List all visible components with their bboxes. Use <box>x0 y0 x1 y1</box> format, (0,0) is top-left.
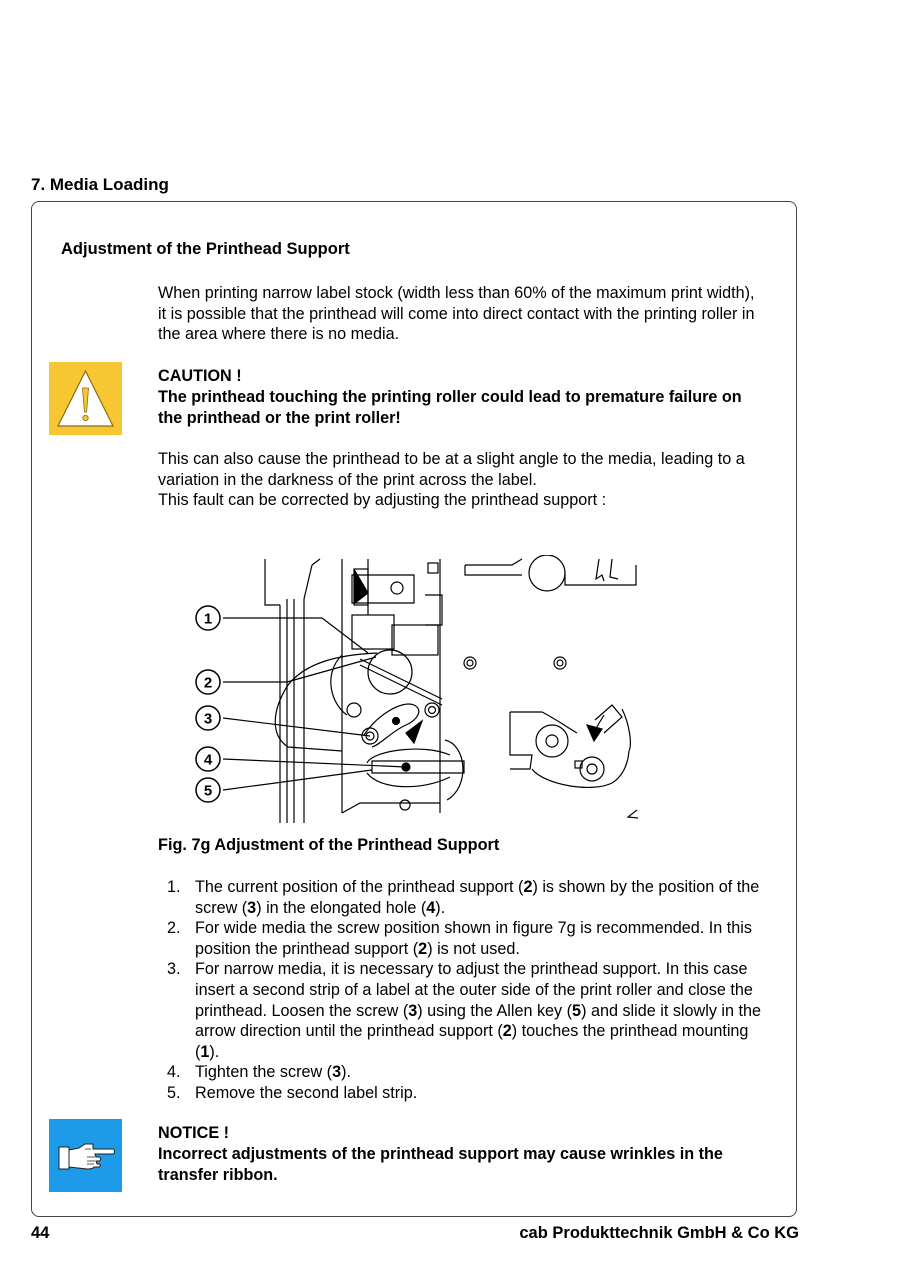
callout-4: 4 <box>203 751 213 769</box>
step-number: 4. <box>167 1063 181 1082</box>
list-item: 1. The current position of the printhead support (2) is shown by the position of the screw (3) in the elongated hole (4). <box>167 878 760 917</box>
figure-callouts <box>196 606 220 802</box>
body-text-1: This can also cause the printhead to be at a slight angle to the media, leading to a variation in the darkness of the print across the label. <box>158 450 745 489</box>
body-text-2: This fault can be corrected by adjusting the printhead support : <box>158 491 607 509</box>
list-item: 4. Tighten the screw (3). <box>167 1063 351 1082</box>
callout-5: 5 <box>203 782 213 800</box>
callout-3: 3 <box>203 710 213 728</box>
page-number: 44 <box>31 1224 50 1242</box>
page-heading: Adjustment of the Printhead Support <box>61 240 350 258</box>
caution-box <box>49 362 122 435</box>
section-title: 7. Media Loading <box>31 175 169 194</box>
caution-text: The printhead touching the printing roller could lead to premature failure on the printhead or the print roller! <box>158 388 742 427</box>
footer-company: cab Produkttechnik GmbH & Co KG <box>519 1224 799 1242</box>
figure-caption: Fig. 7g Adjustment of the Printhead Support <box>158 836 500 854</box>
step-number: 5. <box>167 1083 181 1102</box>
callout-1: 1 <box>203 610 213 628</box>
adjustment-steps <box>158 877 768 1104</box>
notice-text: Incorrect adjustments of the printhead support may cause wrinkles in the transfer ribbon. <box>158 1145 723 1184</box>
step-number: 1. <box>167 878 181 896</box>
list-item: 5. Remove the second label strip. <box>167 1083 418 1102</box>
intro-paragraph: When printing narrow label stock (width less than 60% of the maximum print width), it is possible that the printhead will come into direct contact with the printing roller in the area where there is no media. <box>158 284 755 344</box>
callout-2: 2 <box>203 674 213 692</box>
notice-title: NOTICE ! <box>158 1124 230 1142</box>
caution-title: CAUTION ! <box>158 367 242 385</box>
pointing-hand-icon <box>49 1119 122 1192</box>
list-item: 2. For wide media the screw position shown in figure 7g is recommended. In this position the printhead support (2) is not used. <box>167 919 752 958</box>
step-number: 3. <box>167 960 181 979</box>
notice-box <box>49 1119 122 1192</box>
step-number: 2. <box>167 919 181 938</box>
printhead-support-figure <box>192 555 642 825</box>
warning-triangle-icon <box>49 362 122 435</box>
list-item: 3. For narrow media, it is necessary to adjust the printhead support. In this case insert a second strip of a label at the outer side of the print roller and close the printhead. Loosen the screw (3) using the Allen key (5) and slide it slowly in the arrow direction until the printhead support (2) touches the printhead mounting (1). <box>167 960 762 1061</box>
